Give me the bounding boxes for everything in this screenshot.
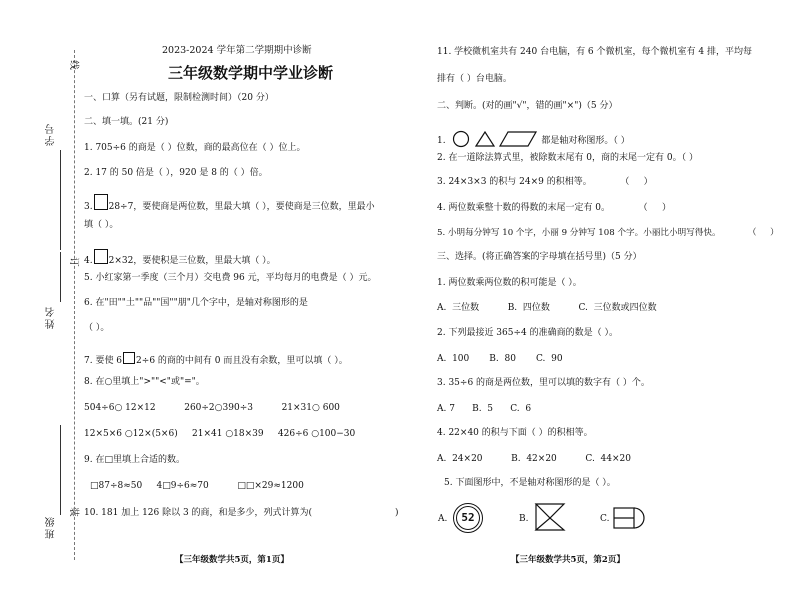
- choice-1: 1. 两位数乘两位数的积可能是（ ）。: [437, 278, 582, 288]
- question-9: 9. 在□里填上合适的数。: [84, 455, 185, 465]
- choice-4-options: A. 24×20 B. 42×20 C. 44×20: [437, 454, 631, 464]
- choice-1-options: A. 三位数 B. 四位数 C. 三位数或四位数: [437, 303, 657, 313]
- section-choice: 三、选择。(将正确答案的字母填在括号里)（5 分）: [437, 252, 642, 262]
- page-title: 三年级数学期中学业诊断: [168, 64, 334, 82]
- question-11: 11. 学校微机室共有 240 台电脑，有 6 个微机室，每个微机室有 4 排，平均每: [437, 47, 752, 57]
- question-11-cont: 排有（ ）台电脑。: [437, 74, 512, 84]
- question-3: 3. 28÷7，要使商是两位数，里最大填（ ），要使商是三位数，里最小: [84, 194, 375, 213]
- question-8: 8. 在○里填上">""<"或"="。: [84, 377, 205, 387]
- choice-3-options: A. 7 B. 5 C. 6: [437, 404, 532, 414]
- section-oral: 一、口算（另有试题，限制检测时间）（20 分）: [84, 93, 274, 103]
- choice-5: 5. 下面图形中，不是轴对称图形的是（ ）。: [444, 478, 616, 488]
- judge-2: 2. 在一道除法算式里，被除数末尾有 0，商的末尾一定有 0。（ ）: [437, 153, 698, 163]
- judge-5: 5. 小明每分钟写 10 个字，小丽 9 分钟写 108 个字。小丽比小明写得快。 （ ）: [437, 228, 779, 238]
- page-footer-2: 【三年级数学共5页，第2页】: [511, 555, 625, 565]
- option-a-figure: [453, 503, 483, 533]
- xingming-line: [60, 252, 61, 302]
- shapes-icon: [448, 130, 538, 148]
- question-3-cont: 填（ ）。: [84, 220, 119, 230]
- question-6-cont: （ ）。: [84, 323, 110, 333]
- question-7: 7. 要使 6 2÷6 的商的中间有 0 而且没有余数，里可以填（ ）。: [84, 352, 348, 367]
- judge-1: 1. 都是轴对称图形。（ ）: [437, 130, 630, 148]
- margin-xingming: 姓名: [46, 305, 57, 329]
- blank-box: [94, 194, 108, 210]
- judge-3: 3. 24×3×3 的积与 24×9 的积相等。 （ ）: [437, 177, 653, 187]
- question-2: 2. 17 的 50 倍是（ ），920 是 8 的（ ）倍。: [84, 168, 268, 178]
- section-fill: 二、填一填。(21 分): [84, 117, 169, 127]
- question-4: 4. 2×32，要使积是三位数，里最大填（ ）。: [84, 249, 276, 267]
- binding-line: [74, 50, 75, 560]
- margin-banji: 班级: [46, 515, 57, 539]
- option-a-label: A.: [438, 514, 448, 524]
- margin-ding: 订: [67, 257, 79, 267]
- judge-4: 4. 两位数乘整十数的得数的末尾一定有 0。 （ ）: [437, 203, 671, 213]
- question-9-row: □87÷8≈50 4□9÷6≈70 □□×29≈1200: [90, 481, 304, 491]
- option-b-label: B.: [519, 514, 529, 524]
- blank-box: [123, 352, 135, 364]
- question-10: 10. 181 加上 126 除以 3 的商，和是多少，列式计算为( ): [84, 508, 399, 518]
- choice-2: 2. 下列最接近 365÷4 的准确商的数是（ ）。: [437, 328, 618, 338]
- page-footer-1: 【三年级数学共5页，第1页】: [175, 555, 289, 565]
- question-6: 6. 在"田""土""品""国""朋"几个字中，是轴对称图形的是: [84, 298, 308, 308]
- blank-box: [94, 249, 108, 264]
- banji-line: [60, 425, 61, 515]
- question-8-row1: 504÷6○ 12×12 260÷2○390÷3 21×31○ 600: [84, 403, 340, 413]
- judge-1-number: 1.: [437, 136, 446, 146]
- margin-xuehao: 学号: [46, 122, 57, 146]
- margin-zhuang: 装: [67, 507, 79, 517]
- option-b-figure: [532, 500, 568, 534]
- year-title: 2023-2024 学年第二学期期中诊断: [162, 45, 312, 56]
- xuehao-line: [60, 150, 61, 250]
- question-8-row2: 12×5×6 ○12×(5×6) 21×41 ○18×39 426÷6 ○100−30: [84, 429, 356, 439]
- section-judge: 二、判断。(对的画"√"，错的画"×")（5 分）: [437, 101, 618, 111]
- question-5: 5. 小红家第一季度（三个月）交电费 96 元，平均每月的电费是（ ）元。: [84, 273, 377, 283]
- option-c-figure: [612, 506, 648, 530]
- choice-2-options: A. 100 B. 80 C. 90: [437, 354, 563, 364]
- option-c-label: C.: [600, 514, 610, 524]
- choice-4: 4. 22×40 的积与下面（ ）的积相等。: [437, 428, 593, 438]
- option-a-symbol: 52: [456, 506, 480, 530]
- margin-xian: 线: [67, 60, 79, 70]
- choice-3: 3. 35÷6 的商是两位数，里可以填的数字有（ ）个。: [437, 378, 650, 388]
- question-1: 1. 705÷6 的商是（ ）位数，商的最高位在（ ）位上。: [84, 143, 306, 153]
